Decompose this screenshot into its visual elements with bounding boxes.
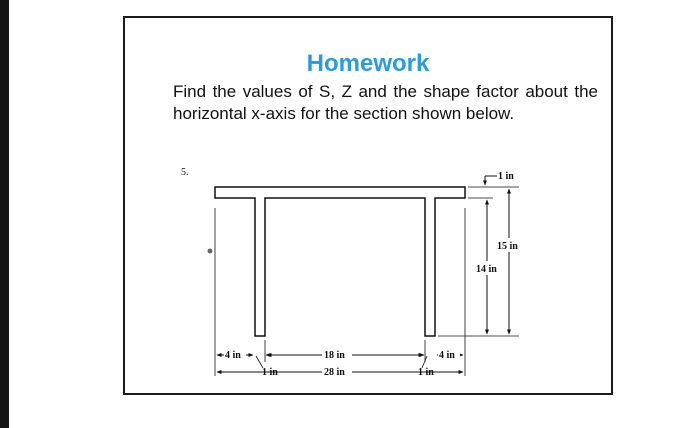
- left-edge-bar: [0, 0, 9, 428]
- left-overhang-label: 4 in: [225, 350, 241, 361]
- problem-number: 5.: [181, 167, 189, 178]
- total-width-label: 28 in: [324, 367, 345, 378]
- homework-slide: [123, 16, 613, 395]
- section-outline: [215, 187, 465, 336]
- left-web-thickness-label: 1 in: [262, 367, 278, 378]
- right-overhang-label: 4 in: [439, 350, 455, 361]
- flange-thickness-label: 1 in: [498, 171, 514, 182]
- figure-dot: [208, 249, 213, 254]
- cross-section-figure: [125, 18, 611, 393]
- clear-span-label: 18 in: [324, 350, 345, 361]
- outer-height-label: 15 in: [497, 241, 518, 252]
- web-height-label: 14 in: [476, 264, 497, 275]
- slide-title: Homework: [306, 50, 430, 77]
- right-web-thickness-label: 1 in: [418, 367, 434, 378]
- problem-statement: Find the values of S, Z and the shape factor about the horizontal x-axis for the section shown below.: [173, 82, 598, 123]
